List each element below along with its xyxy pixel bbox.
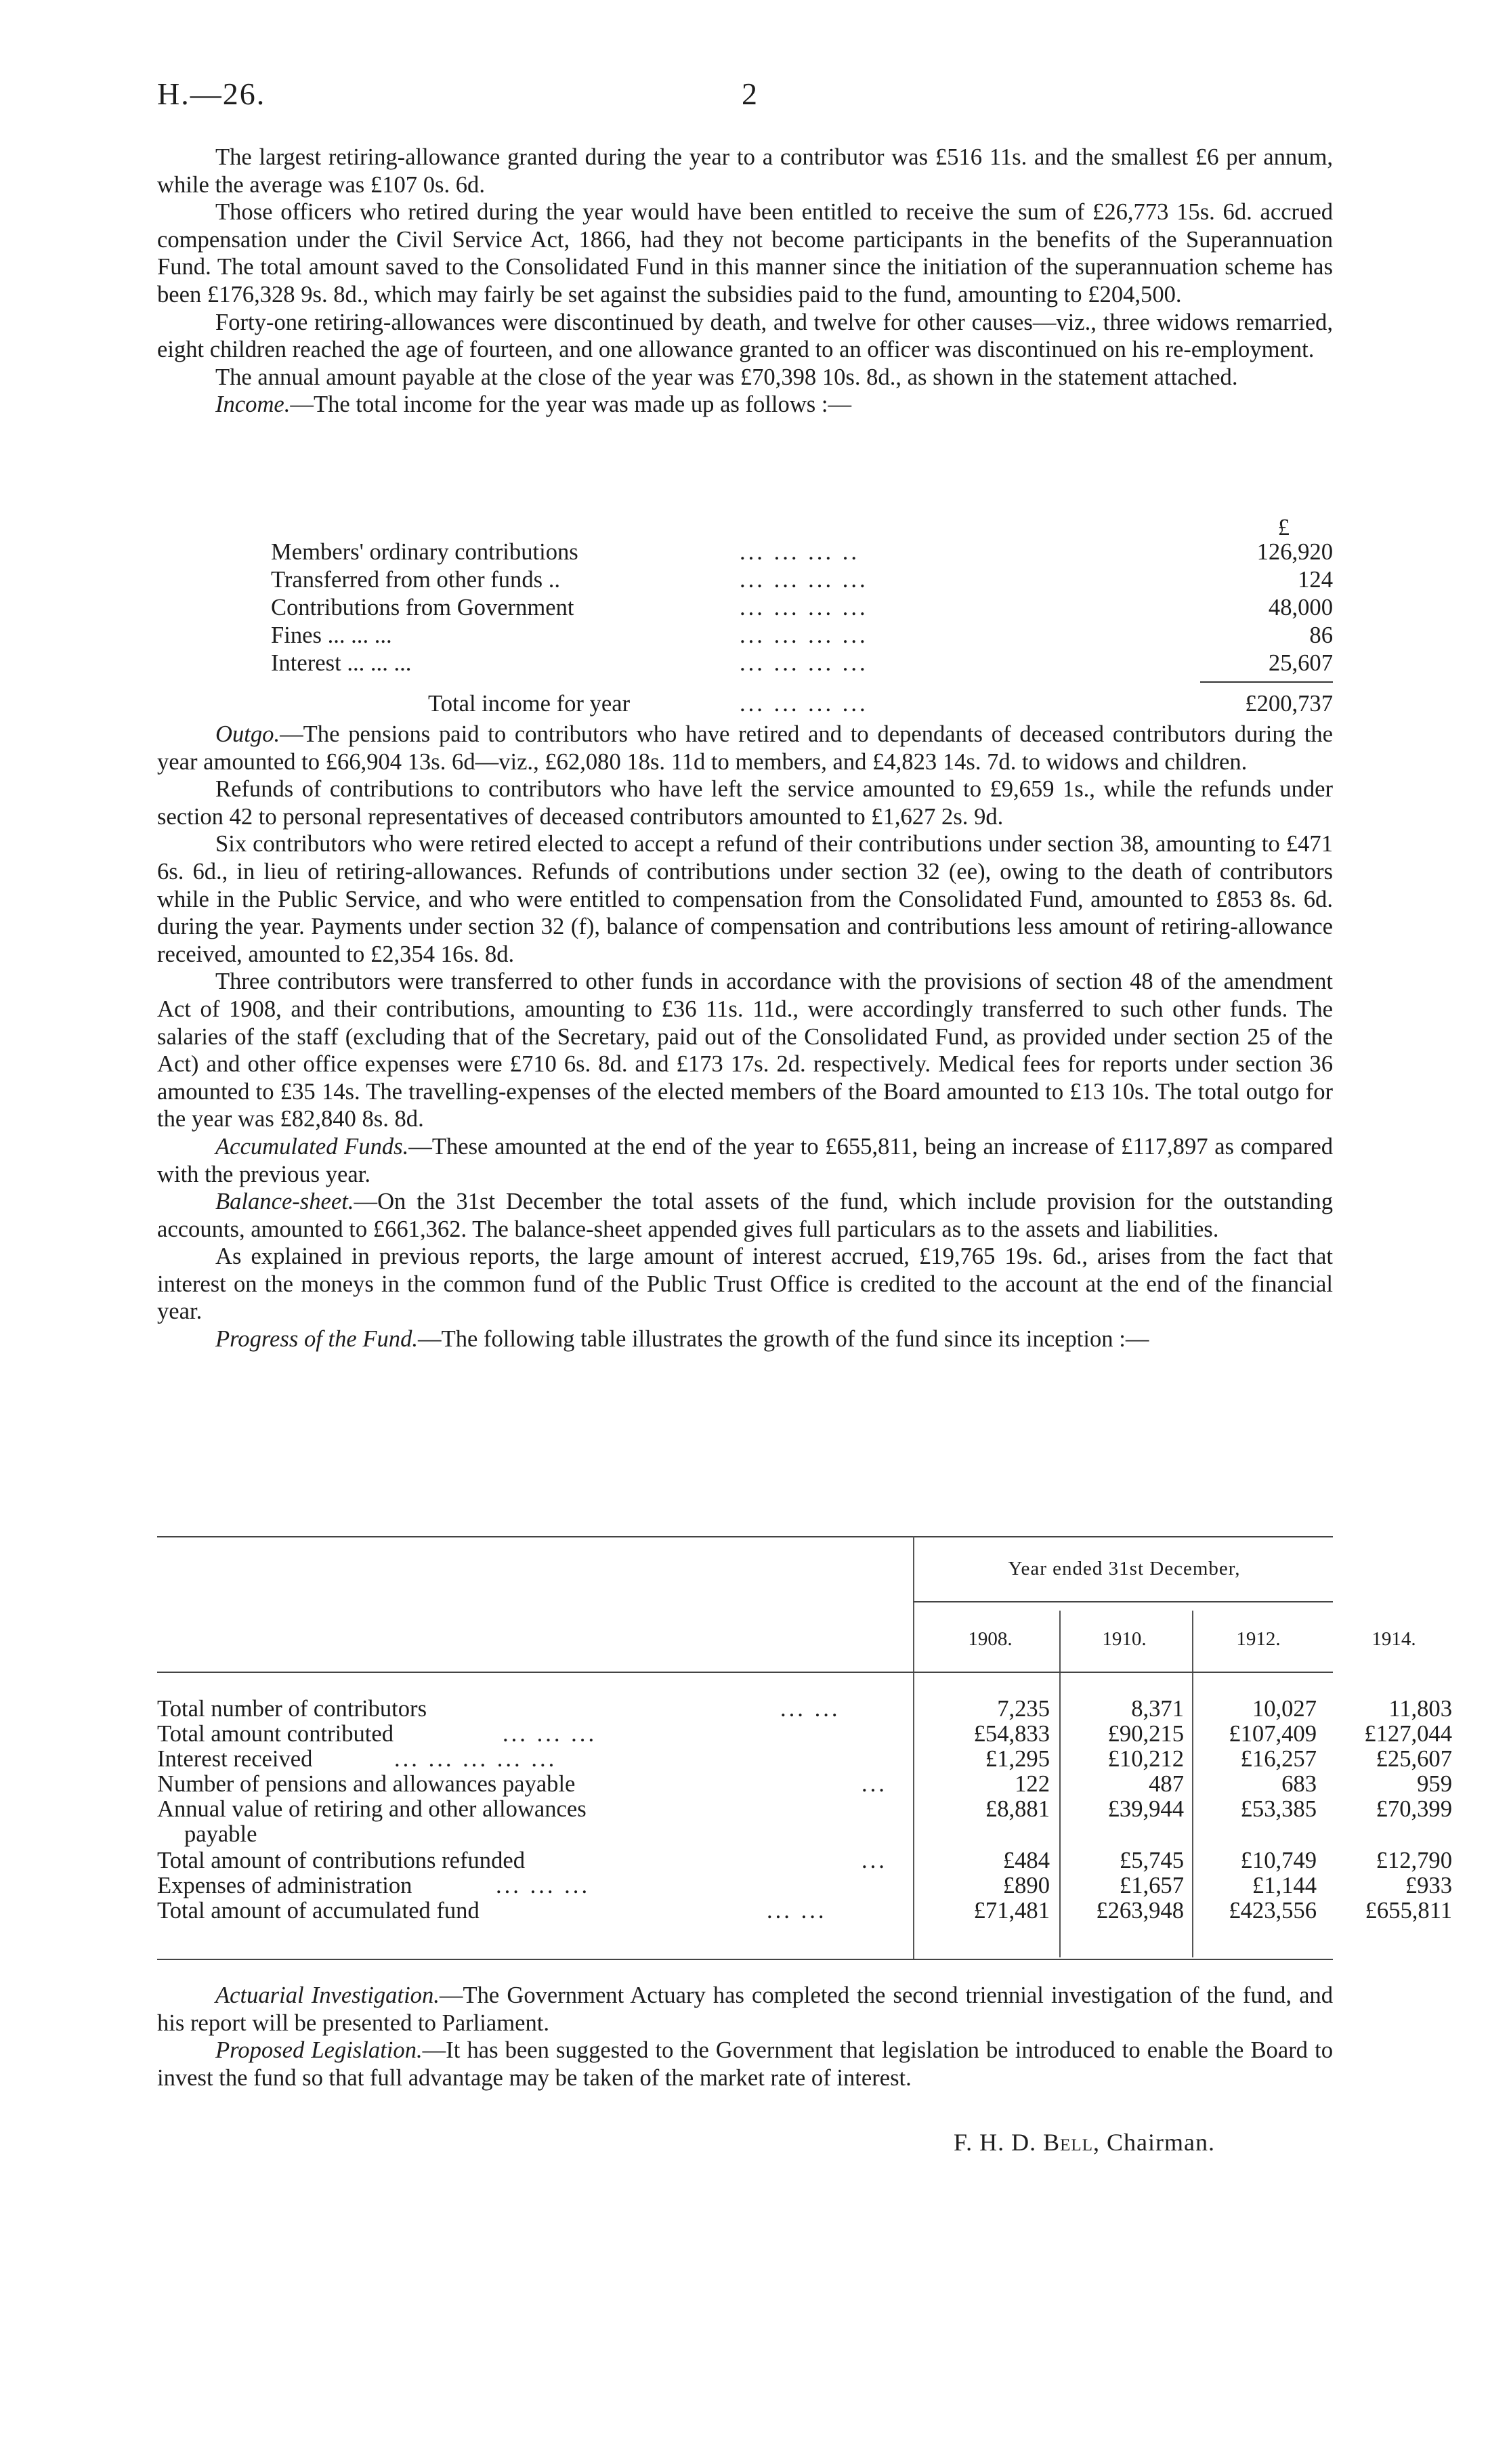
table-group-header: Year ended 31st December, — [1008, 1558, 1241, 1579]
cell-1910: 487 — [1149, 1771, 1184, 1797]
table-header-rule — [913, 1601, 1333, 1602]
cell-1912: £107,409 — [1229, 1721, 1317, 1747]
cell-1914: £655,811 — [1365, 1898, 1452, 1924]
row-label: Total number of contributors — [157, 1696, 427, 1722]
income-amount: 48,000 — [1268, 595, 1333, 620]
leader-dots: ... ... ... ... — [740, 691, 868, 717]
paragraph-accumulated-funds — [157, 1133, 1333, 1188]
page-number: 2 — [742, 77, 757, 111]
total-rule — [1200, 681, 1333, 683]
closing-text — [157, 1982, 1333, 2091]
leader-dots: ... ... ... ... — [740, 650, 868, 676]
cell-1908: £484 — [1002, 1848, 1050, 1873]
row-label: Total amount of accumulated fund — [157, 1898, 480, 1924]
leader-dots: ... ... — [767, 1898, 827, 1924]
paragraph-outgo — [157, 721, 1333, 776]
income-row — [157, 595, 1333, 622]
cell-1910: £90,215 — [1107, 1721, 1184, 1747]
proposed-heading: Proposed Legislation. — [215, 2037, 423, 2064]
paragraph-accrued-compensation: Those officers who retired during the year would have been entitled to receive the sum of £26,773 15s. 6d. accrued compensation under the Civil Service Act, 1866, had they not become participants in the benefits of the Superannuation Fund. The total amount saved to the Consolidated Fund in this manner since the initiation of the superannuation scheme has been £176,328 9s. 8d., which may fairly be set against the subsidies paid to the fund, amounting to £204,500. — [157, 199, 1333, 307]
cell-1914: £127,044 — [1364, 1721, 1452, 1747]
paragraph-annual-amount: The annual amount payable at the close of the year was £70,398 10s. 8d., as shown in the statement attached. — [215, 364, 1238, 390]
leader-dots: ... ... ... ... — [740, 567, 868, 593]
row-label: Interest received — [157, 1746, 313, 1772]
income-amount: 124 — [1298, 567, 1333, 593]
cell-1908: £54,833 — [973, 1721, 1050, 1747]
accumulated-text: —These amounted at the end of the year to £655,811, being an increase of £117,897 as compared with the previous year. — [157, 1133, 1333, 1187]
actuarial-text: —The Government Actuary has completed the second triennial investigation of the fund, and his report will be presented to Parliament. — [157, 1982, 1333, 2036]
row-label: Annual value of retiring and other allowances — [157, 1796, 587, 1822]
income-total-row — [157, 691, 1333, 719]
cell-1908: £890 — [1002, 1873, 1050, 1898]
balance-sheet-heading: Balance-sheet. — [215, 1189, 354, 1215]
income-amount: 25,607 — [1268, 650, 1333, 676]
currency-symbol: £ — [1277, 515, 1290, 540]
table-row — [157, 1848, 1452, 1873]
income-intro: —The total income for the year was made up as follows :— — [290, 391, 852, 418]
income-currency-row — [157, 515, 1333, 543]
paragraph-largest-allowance: The largest retiring-allowance granted during the year to a contributor was £516 11s. and the smallest £6 per annum, while the average was £107 0s. 6d. — [157, 144, 1333, 198]
row-label: Total amount of contributions refunded — [157, 1848, 526, 1873]
paragraph-section-38: Six contributors who were retired elected to accept a refund of their contributions under section 38, amounting to £471 6s. 6d., in lieu of retiring-allowances. Refunds of contributions under section 32 (ee), owing to the death of contributors while in the Public Service, and who were entitled to compensation from the Consolidated Fund, amounted to £853 8s. 6d. during the year. Payments under section 32 (f), balance of compensation and contributions less amount of retiring-allowance received, amounted to £2,354 16s. 8d. — [157, 831, 1333, 967]
year-header-1910: 1910. — [1102, 1628, 1147, 1650]
paragraph-progress — [157, 1325, 1333, 1353]
leader-dots: ... ... — [780, 1696, 841, 1722]
income-total-amount: £200,737 — [1245, 691, 1333, 717]
cell-1908: 122 — [1015, 1771, 1050, 1797]
cell-1912: 683 — [1281, 1771, 1317, 1797]
income-label: Contributions from Government — [271, 595, 574, 620]
paragraph-balance-sheet — [157, 1188, 1333, 1243]
actuarial-heading: Actuarial Investigation. — [215, 1982, 440, 2008]
cell-1908: £1,295 — [985, 1746, 1050, 1772]
income-amount: 126,920 — [1256, 539, 1333, 565]
table-row — [157, 1771, 1452, 1797]
cell-1910: £263,948 — [1096, 1898, 1184, 1924]
accumulated-heading: Accumulated Funds. — [215, 1133, 409, 1160]
paragraph-income-intro — [157, 391, 1333, 419]
cell-1912: £1,144 — [1252, 1873, 1317, 1898]
signature-name: F. H. D. B — [954, 2129, 1061, 2156]
signature-title: , Chairman. — [1092, 2129, 1215, 2156]
cell-1910: £1,657 — [1119, 1873, 1184, 1898]
income-label: Fines ... ... ... — [271, 622, 392, 648]
paragraph-transfers: Three contributors were transferred to other funds in accordance with the provisions of section 48 of the amendment Act of 1908, and their contributions, amounting to £36 11s. 11d., were accordingly transferred to such other funds. The salaries of the staff (excluding that of the Secretary, paid out of the Consolidated Fund, as provided under section 25 of the Act) and other office expenses were £710 6s. 8d. and £173 17s. 2d. respectively. Medical fees for reports under section 36 amounted to £35 14s. The travelling-expenses of the elected members of the Board amounted to £13 10s. The total outgo for the year was £82,840 8s. 8d. — [157, 969, 1333, 1132]
outgo-text — [157, 721, 1333, 1353]
leader-dots: ... ... ... .. — [740, 539, 860, 565]
income-label: Transferred from other funds .. — [271, 567, 561, 593]
cell-1912: £53,385 — [1240, 1796, 1317, 1822]
paragraph-refunds: Refunds of contributions to contributors who have left the service amounted to £9,659 1s., while the refunds under section 42 to personal representatives of deceased contributors amounted to £1,627 2s. 9d. — [157, 776, 1333, 830]
paragraph-discontinued-allowances: Forty-one retiring-allowances were discontinued by death, and twelve for other causes—viz., three widows remarried, eight children reached the age of fourteen, and one allowance granted to an officer was discontinued on his re-employment. — [157, 309, 1333, 363]
row-label-continued: payable — [184, 1821, 257, 1847]
table-row — [157, 1898, 1452, 1924]
paragraph-proposed-legislation — [157, 2037, 1333, 2091]
income-row — [157, 567, 1333, 595]
income-row — [157, 650, 1333, 678]
cell-1914: £12,790 — [1376, 1848, 1452, 1873]
leader-dots: ... — [862, 1771, 887, 1797]
table-row — [157, 1721, 1452, 1747]
row-label: Expenses of administration — [157, 1873, 412, 1898]
cell-1910: £5,745 — [1119, 1848, 1184, 1873]
cell-1912: £10,749 — [1240, 1848, 1317, 1873]
leader-dots: ... ... ... ... — [740, 622, 868, 648]
cell-1914: 959 — [1417, 1771, 1452, 1797]
progress-text: —The following table illustrates the growth of the fund since its inception :— — [418, 1326, 1149, 1353]
cell-1910: £39,944 — [1107, 1796, 1184, 1822]
cell-1912: 10,027 — [1252, 1696, 1317, 1722]
row-label: Number of pensions and allowances payable — [157, 1771, 576, 1797]
leader-dots: ... ... ... ... ... — [394, 1746, 557, 1772]
leader-dots: ... ... ... — [503, 1721, 597, 1747]
paragraph-interest: As explained in previous reports, the large amount of interest accrued, £19,765 19s. 6d., arises from the fact that interest on the moneys in the common fund of the Public Trust Office is credited to the account at the end of the financial year. — [157, 1244, 1333, 1325]
cell-1912: £16,257 — [1240, 1746, 1317, 1772]
cell-1908: £8,881 — [985, 1796, 1050, 1822]
signature — [954, 2128, 1215, 2157]
cell-1910: 8,371 — [1131, 1696, 1184, 1722]
cell-1914: £25,607 — [1376, 1746, 1452, 1772]
income-row — [157, 622, 1333, 650]
cell-1914: £933 — [1405, 1873, 1452, 1898]
cell-1908: 7,235 — [997, 1696, 1050, 1722]
cell-1914: 11,803 — [1388, 1696, 1452, 1722]
signature-name-small-caps: ell — [1060, 2129, 1093, 2156]
table-row — [157, 1873, 1452, 1898]
income-total-label: Total income for year — [428, 691, 631, 717]
year-header-1914: 1914. — [1372, 1628, 1416, 1650]
income-label: Members' ordinary contributions — [271, 539, 578, 565]
outgo-heading: Outgo. — [215, 721, 280, 747]
cell-1910: £10,212 — [1107, 1746, 1184, 1772]
cell-1912: £423,556 — [1229, 1898, 1317, 1924]
table-row — [157, 1696, 1452, 1722]
document-reference: H.—26. — [157, 77, 266, 111]
progress-heading: Progress of the Fund. — [215, 1326, 419, 1353]
income-label: Interest ... ... ... — [271, 650, 412, 676]
table-row — [157, 1746, 1452, 1772]
income-row — [157, 539, 1333, 567]
leader-dots: ... ... ... — [496, 1873, 591, 1898]
intro-text — [157, 144, 1333, 419]
balance-sheet-text: —On the 31st December the total assets of the fund, which include provision for the outstanding accounts, amounted to £661,362. The balance-sheet appended gives full particulars as to the assets and liabilities. — [157, 1189, 1333, 1242]
leader-dots: ... — [862, 1848, 887, 1873]
table-top-rule — [157, 1536, 1333, 1537]
proposed-text: —It has been suggested to the Government that legislation be introduced to enable the Board to invest the fund so that full advantage may be taken of the market rate of interest. — [157, 2037, 1333, 2091]
cell-1908: £71,481 — [973, 1898, 1050, 1924]
paragraph-actuarial — [157, 1982, 1333, 2037]
year-header-1908: 1908. — [968, 1628, 1013, 1650]
table-columns-rule — [157, 1672, 1333, 1673]
income-amount: 86 — [1309, 622, 1333, 648]
cell-1914: £70,399 — [1376, 1796, 1452, 1822]
income-heading: Income. — [215, 391, 291, 418]
table-row — [157, 1796, 1452, 1847]
row-label: Total amount contributed — [157, 1721, 394, 1747]
outgo-text: —The pensions paid to contributors who have retired and to dependants of deceased contributors during the year amounted to £66,904 13s. 6d—viz., £62,080 18s. 11d to members, and £4,823 14s. 7d. to widows and children. — [157, 721, 1333, 775]
year-header-1912: 1912. — [1236, 1628, 1281, 1650]
leader-dots: ... ... ... ... — [740, 595, 868, 620]
table-bottom-rule — [157, 1959, 1333, 1960]
